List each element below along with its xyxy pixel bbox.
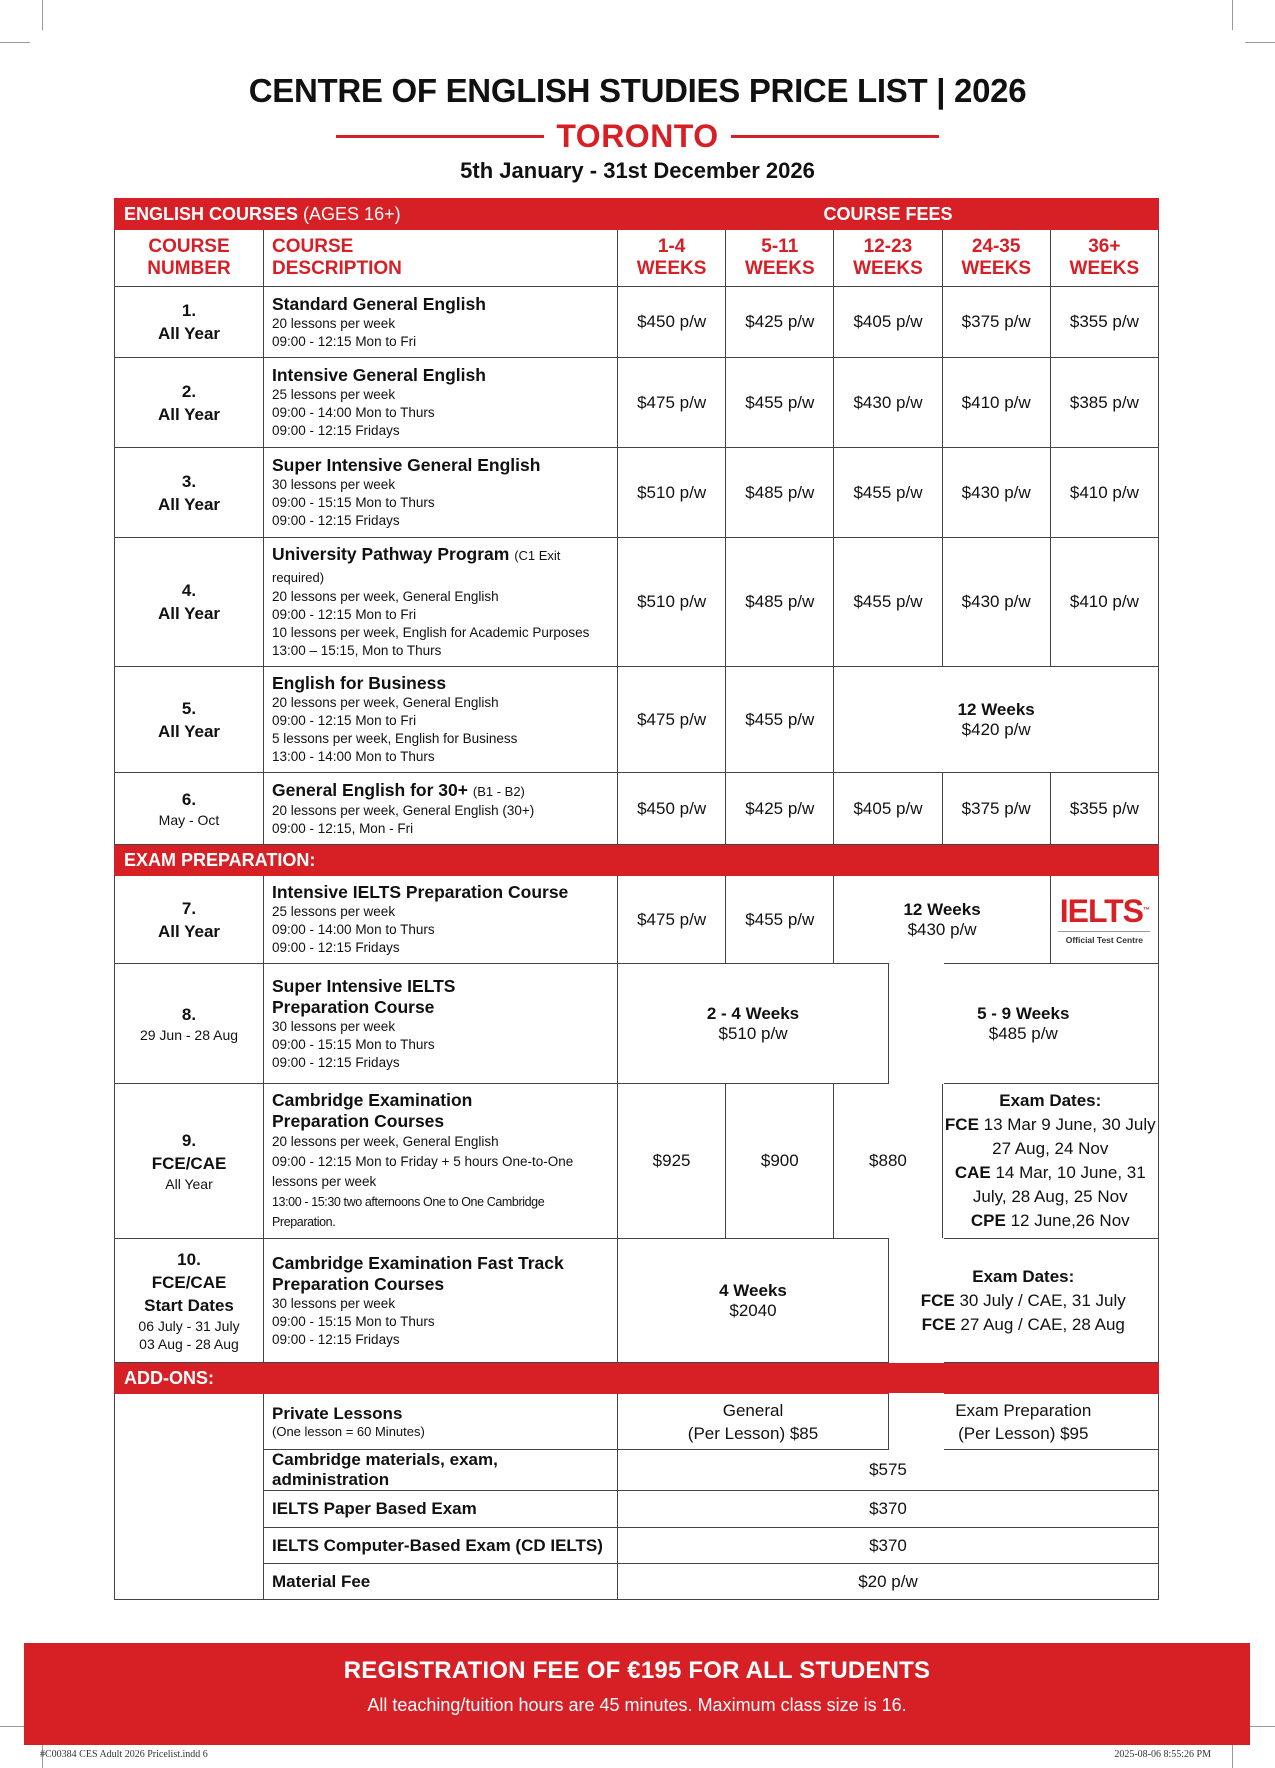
addon-row — [115, 1564, 1159, 1600]
date-range: 5th January - 31st December 2026 — [460, 158, 815, 183]
divider-line-left — [336, 135, 544, 138]
registration-fee-banner — [24, 1643, 1250, 1745]
desc-line: 10 lessons per week, English for Academic Purposes — [272, 625, 590, 640]
desc-line: 30 lessons per week — [272, 477, 396, 492]
fee-cell: $455 p/w — [834, 538, 942, 667]
fee-cell: $455 p/w — [726, 876, 834, 964]
ielts-logo-icon: IELTS™ — [1059, 892, 1149, 929]
fee-cell: $430 p/w — [834, 358, 942, 448]
fee-cell: $485 p/w — [726, 538, 834, 667]
course-title: Intensive General English — [272, 365, 486, 385]
city-heading — [0, 118, 1275, 155]
desc-line: 09:00 - 12:15, Mon - Fri — [272, 820, 414, 836]
addon-label: Material Fee — [264, 1564, 618, 1600]
exam-dates-cell — [920, 1239, 1158, 1363]
crop-mark — [0, 1726, 26, 1727]
fee-block-label: 5 - 9 Weeks — [977, 1003, 1070, 1023]
table-row — [115, 667, 1159, 773]
fee-block-label: 4 Weeks — [719, 1280, 787, 1300]
table-row — [115, 358, 1159, 448]
ielts-logo-subtitle: Official Test Centre — [1065, 934, 1144, 945]
title-year: 2026 — [954, 72, 1027, 109]
fee-cell: $925 — [618, 1084, 726, 1239]
exam-date-entry: FCE 27 Aug / CAE, 28 Aug — [921, 1314, 1125, 1334]
registration-fee-text: REGISTRATION FEE OF €195 FOR ALL STUDENTS — [343, 1657, 931, 1684]
fee-cell: $485 p/w — [726, 448, 834, 538]
section-english-label — [115, 199, 618, 230]
ielts-logo-rule — [1058, 931, 1150, 932]
addon-row — [115, 1394, 1159, 1450]
desc-line: 20 lessons per week, General English — [272, 695, 499, 710]
fee-block-value: $2040 — [729, 1300, 777, 1320]
addon-exam-price: Exam Preparation (Per Lesson) $95 — [942, 1394, 1158, 1450]
course-description-cell — [264, 287, 618, 358]
course-description-cell — [264, 1239, 618, 1363]
desc-line: 09:00 - 15:15 Mon to Thurs — [272, 1036, 435, 1052]
fee-cell: $450 p/w — [618, 773, 726, 845]
addon-row — [115, 1528, 1159, 1564]
fee-cell: $405 p/w — [834, 773, 942, 845]
course-number-cell: 9. FCE/CAE All Year — [115, 1084, 264, 1239]
desc-line: 20 lessons per week, General English — [272, 589, 499, 604]
crop-mark — [1250, 1726, 1275, 1727]
city-name: TORONTO — [556, 118, 719, 154]
desc-line: 20 lessons per week, General English — [272, 1134, 499, 1149]
course-number-cell: 1. All Year — [115, 287, 264, 358]
desc-line: 09:00 - 12:15 Mon to Friday + 5 hours One-to-One — [272, 1154, 574, 1169]
course-description-cell — [264, 964, 618, 1084]
course-description-cell — [264, 773, 618, 845]
course-title: Super Intensive IELTS Preparation Course — [272, 975, 456, 1017]
desc-line: 09:00 - 12:15 Mon to Fri — [272, 607, 417, 622]
desc-line: 09:00 - 14:00 Mon to Thurs — [272, 405, 435, 420]
desc-line: 5 lessons per week, English for Business — [272, 731, 518, 746]
header-course-description: COURSE DESCRIPTION — [264, 230, 618, 287]
fee-cell: $900 — [726, 1084, 834, 1239]
fee-cell: $430 p/w — [942, 538, 1050, 667]
course-number-cell: 3. All Year — [115, 448, 264, 538]
fee-cell: $425 p/w — [726, 287, 834, 358]
course-description-cell — [264, 358, 618, 448]
crop-mark — [42, 0, 43, 30]
section-header-english — [115, 199, 1159, 230]
addon-value: $370 — [618, 1491, 1159, 1528]
addons-label: ADD-ONS: — [115, 1363, 1159, 1394]
desc-line: lessons per week — [272, 1174, 377, 1189]
desc-line: 25 lessons per week — [272, 904, 396, 919]
merged-fee-cell — [834, 667, 1159, 773]
course-number-cell: 6. May - Oct — [115, 773, 264, 845]
fee-cell: $355 p/w — [1050, 287, 1158, 358]
header-course-number: COURSE NUMBER — [115, 230, 264, 287]
table-row — [115, 1084, 1159, 1239]
addon-label: IELTS Paper Based Exam — [264, 1491, 618, 1528]
course-title: English for Business — [272, 673, 447, 693]
ielts-logo — [1050, 876, 1158, 964]
addon-general-price: General (Per Lesson) $85 — [618, 1394, 943, 1450]
desc-line: 09:00 - 12:15 Fridays — [272, 423, 400, 438]
fee-block-value: $510 p/w — [718, 1023, 788, 1043]
addon-note: (One lesson = 60 Minutes) — [272, 1424, 425, 1439]
fee-cell: $410 p/w — [942, 358, 1050, 448]
exam-date-entry: CPE 12 June,26 Nov — [970, 1211, 1130, 1230]
print-slug-file: #C00384 CES Adult 2026 Pricelist.indd 6 — [40, 1749, 208, 1760]
fee-cell: $475 p/w — [618, 876, 726, 964]
course-number-cell: 8. 29 Jun - 28 Aug — [115, 964, 264, 1084]
exam-dates-heading: Exam Dates: — [972, 1266, 1075, 1286]
fee-cell: $425 p/w — [726, 773, 834, 845]
addon-private-lessons — [264, 1394, 618, 1450]
course-title: Cambridge Examination Preparation Courses — [272, 1090, 473, 1131]
addon-value: $575 — [618, 1450, 1159, 1491]
exam-preparation-label: EXAM PREPARATION: — [115, 845, 1159, 876]
course-fees-label: COURSE FEES — [618, 199, 1159, 230]
course-description-cell — [264, 667, 618, 773]
fee-block-label: 2 - 4 Weeks — [706, 1003, 800, 1023]
table-row — [115, 773, 1159, 845]
addon-label: Private Lessons — [272, 1404, 403, 1423]
fee-cell: $385 p/w — [1050, 358, 1158, 448]
course-number-cell: 5. All Year — [115, 667, 264, 773]
desc-line: 09:00 - 12:15 Fridays — [272, 513, 400, 528]
desc-line: 09:00 - 12:15 Fridays — [272, 940, 400, 955]
crop-mark — [1245, 42, 1275, 43]
crop-mark — [1232, 0, 1233, 30]
section-header-addons — [115, 1363, 1159, 1394]
header-fee-5-11: 5-11 WEEKS — [726, 230, 834, 287]
desc-line: 09:00 - 12:15 Fridays — [272, 1054, 400, 1070]
header-fee-12-23: 12-23 WEEKS — [834, 230, 942, 287]
exam-date-entry: FCE 30 July / CAE, 31 July — [920, 1290, 1126, 1310]
desc-line: 20 lessons per week — [272, 315, 396, 331]
desc-line: 09:00 - 12:15 Mon to Fri — [272, 713, 417, 728]
course-number-cell: 4. All Year — [115, 538, 264, 667]
header-fee-1-4: 1-4 WEEKS — [618, 230, 726, 287]
tuition-note: All teaching/tuition hours are 45 minutes. Maximum class size is 16. — [367, 1695, 907, 1715]
desc-line: 09:00 - 15:15 Mon to Thurs — [272, 1313, 435, 1329]
course-title: University Pathway Program (C1 Exit required) — [272, 544, 561, 585]
header-fee-24-35: 24-35 WEEKS — [942, 230, 1050, 287]
fee-cell: $375 p/w — [942, 773, 1050, 845]
merged-fee-value: $420 p/w — [961, 719, 1031, 739]
title-main: CENTRE OF ENGLISH STUDIES PRICE LIST | — [248, 72, 946, 109]
divider-line-right — [731, 135, 939, 138]
desc-line: 25 lessons per week — [272, 387, 396, 402]
fee-block-5-9-weeks — [942, 964, 1158, 1084]
fee-cell: $475 p/w — [618, 667, 726, 773]
desc-line: 09:00 - 15:15 Mon to Thurs — [272, 495, 435, 510]
course-number-cell: 2. All Year — [115, 358, 264, 448]
fee-cell: $455 p/w — [726, 667, 834, 773]
desc-line: 09:00 - 12:15 Mon to Fri — [272, 333, 417, 349]
table-row — [115, 876, 1159, 964]
desc-line: 20 lessons per week, General English (30+) — [272, 802, 535, 818]
fee-cell: $455 p/w — [726, 358, 834, 448]
addon-label: Cambridge materials, exam, administration — [264, 1450, 618, 1491]
exam-dates-heading: Exam Dates: — [999, 1091, 1102, 1110]
fee-cell: $410 p/w — [1050, 448, 1158, 538]
addons-blank-cell — [115, 1394, 264, 1600]
fee-block-value: $485 p/w — [988, 1023, 1058, 1043]
fee-cell: $375 p/w — [942, 287, 1050, 358]
exam-dates-cell — [942, 1084, 1158, 1239]
course-number-cell: 10. FCE/CAE Start Dates 06 July - 31 July 03 Aug - 28 Aug — [115, 1239, 264, 1363]
course-description-cell — [264, 448, 618, 538]
fee-cell: $475 p/w — [618, 358, 726, 448]
course-title: Standard General English — [272, 293, 486, 314]
course-description-cell — [264, 876, 618, 964]
merged-fee-cell — [834, 876, 1050, 964]
addon-value: $370 — [618, 1528, 1159, 1564]
course-title: Cambridge Examination Fast Track Preparation Courses — [272, 1252, 564, 1294]
course-description-cell — [264, 1084, 618, 1239]
fee-cell: $355 p/w — [1050, 773, 1158, 845]
merged-fee-label: 12 Weeks — [957, 699, 1035, 719]
header-fee-36-plus: 36+ WEEKS — [1050, 230, 1158, 287]
desc-line: 13:00 - 14:00 Mon to Thurs — [272, 749, 435, 764]
ages-note: (AGES 16+) — [303, 203, 401, 224]
course-number-cell: 7. All Year — [115, 876, 264, 964]
table-row — [115, 287, 1159, 358]
desc-line: 09:00 - 12:15 Fridays — [272, 1331, 400, 1347]
fee-cell: $430 p/w — [942, 448, 1050, 538]
crop-mark — [0, 42, 30, 43]
merged-fee-value: $430 p/w — [907, 919, 977, 939]
course-title: Intensive IELTS Preparation Course — [272, 882, 569, 902]
exam-date-entry: FCE 13 Mar 9 June, 30 July 27 Aug, 24 Nov — [944, 1115, 1156, 1158]
merged-fee-label: 12 Weeks — [903, 899, 981, 919]
course-title: General English for 30+ (B1 - B2) — [272, 779, 525, 800]
fee-cell: $450 p/w — [618, 287, 726, 358]
table-row — [115, 1239, 1159, 1363]
fee-cell: $455 p/w — [834, 448, 942, 538]
english-courses-label: ENGLISH COURSES — [124, 203, 299, 224]
exam-date-entry: CAE 14 Mar, 10 June, 31 July, 28 Aug, 25 Nov — [954, 1163, 1146, 1206]
fee-cell: $510 p/w — [618, 448, 726, 538]
table-row — [115, 538, 1159, 667]
page-title — [0, 72, 1275, 110]
fee-cell: $405 p/w — [834, 287, 942, 358]
desc-line: 13:00 - 15:30 two afternoons One to One Cambridge Preparation. — [272, 1195, 545, 1229]
fee-cell: $410 p/w — [1050, 538, 1158, 667]
addon-label: IELTS Computer-Based Exam (CD IELTS) — [264, 1528, 618, 1564]
price-table — [114, 198, 1159, 1600]
course-title: Super Intensive General English — [272, 455, 541, 475]
addon-value: $20 p/w — [618, 1564, 1159, 1600]
table-row — [115, 964, 1159, 1084]
course-description-cell — [264, 538, 618, 667]
desc-line: 09:00 - 14:00 Mon to Thurs — [272, 922, 435, 937]
print-slug-timestamp: 2025-08-06 8:55:26 PM — [1114, 1749, 1211, 1760]
addon-row — [115, 1491, 1159, 1528]
addon-row — [115, 1450, 1159, 1491]
desc-line: 30 lessons per week — [272, 1295, 396, 1311]
fee-cell: $510 p/w — [618, 538, 726, 667]
section-header-exam — [115, 845, 1159, 876]
fee-cell: $880 — [834, 1084, 942, 1239]
desc-line: 13:00 – 15:15, Mon to Thurs — [272, 643, 442, 658]
column-headers — [115, 230, 1159, 287]
desc-line: 30 lessons per week — [272, 1018, 396, 1034]
table-row — [115, 448, 1159, 538]
